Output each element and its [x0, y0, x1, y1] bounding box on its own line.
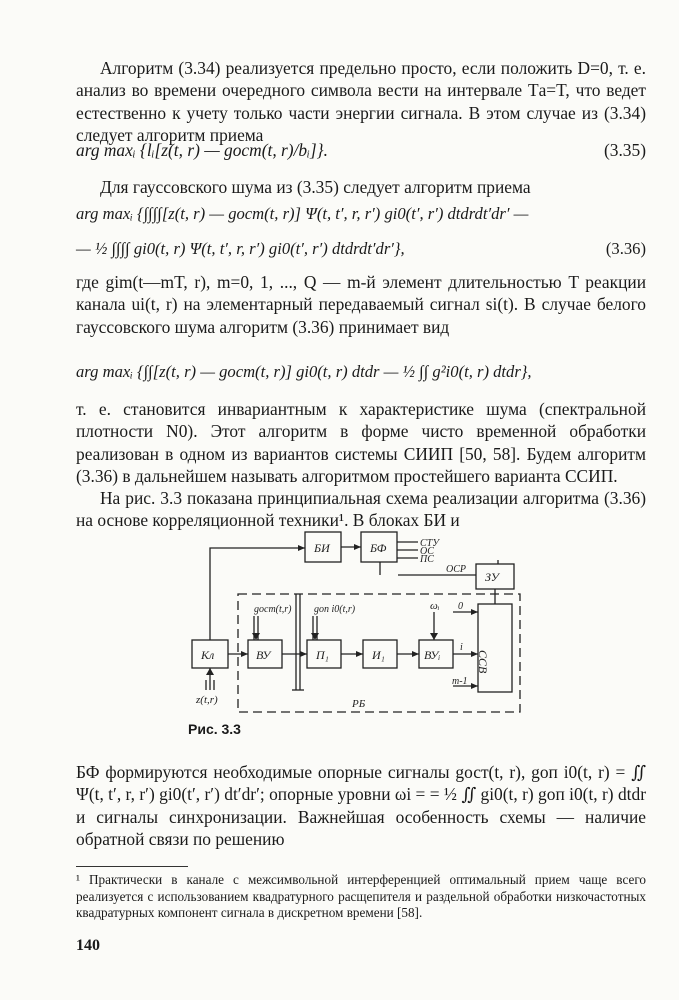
label-rb: РБ	[352, 698, 366, 710]
label-bf: БФ	[370, 541, 387, 555]
equation-3-35-body: arg maxᵢ {lᵢ[z(t, r) — gост(t, r)/bᵢ]}.	[76, 140, 328, 160]
label-p1: П₁	[316, 648, 329, 662]
paragraph-2-text: Для гауссовского шума из (3.35) следует алгоритм приема	[100, 177, 531, 197]
page-number: 140	[76, 937, 100, 954]
label-vu: ВУ	[256, 648, 271, 662]
paragraph-6-text: БФ формируются необходимые опорные сигналы gост(t, r), gоп i0(t, r) = ∬ Ψ(t, t′, r, r′) gi0(t′, r′) dt′dr′; опорные уровни ωi = = ½ ∬ gi0(t, r) gоп i0(t, r) dtdr и сигналы синхронизации. Важнейшая особенность схемы — наличие обратной связи по решению	[76, 762, 646, 849]
equation-white-noise-body: arg maxᵢ {∫∫[z(t, r) — gост(t, r)] gi0(t, r) dtdr — ½ ∫∫ g²i0(t, r) dtdr},	[76, 362, 532, 381]
footnote: ¹ Практически в канале с межсимвольной интерференцией оптимальный прием чаще всего реализуется с использованием квадратурного расщепителя и раздельной обработки низкочастотных квадратурных компонент сигнала в дискретном времени [58].	[76, 872, 646, 920]
figure-caption: Рис. 3.3	[188, 721, 241, 737]
label-omega: ωᵢ	[430, 600, 440, 612]
label-g-opn: gоп i0(t,r)	[314, 604, 356, 615]
label-stu: СТУ	[420, 538, 439, 549]
equation-3-36-line-1-body: arg maxᵢ {∫∫∫∫[z(t, r) — gост(t, r)] Ψ(t, t′, r, r′) gi0(t′, r′) dtdrdt′dr′ —	[76, 204, 529, 223]
footnote-rule	[76, 866, 188, 867]
equation-3-36-line-2-body: — ½ ∫∫∫∫ gi0(t, r) Ψ(t, t′, r, r′) gi0(t′, r′) dtdrdt′dr′},	[76, 239, 405, 258]
equation-3-35-number: (3.35)	[603, 140, 646, 160]
label-z-input: z(t,r)	[196, 694, 218, 706]
label-bi: БИ	[314, 541, 330, 555]
paragraph-1-text: Алгоритм (3.34) реализуется предельно просто, если положить D=0, т. е. анализ во времени очередного символа вести на интервале Tа=T, что ведет естественно к учету только части энергии сигнала. В этом случае из (3.34) следует алгоритм приема	[76, 58, 646, 145]
paragraph-5-text: На рис. 3.3 показана принципиальная схема реализации алгоритма (3.36) на основе корреляционной техники¹. В блоках БИ и	[76, 488, 646, 531]
label-i1: И₁	[372, 648, 385, 662]
paragraph-4-text: т. е. становится инвариантным к характеристике шума (спектральной плотности N0). Этот алгоритм в форме чисто временной обработки реализован в одном из вариантов системы СИИП [50, 58]. Будем алгоритм (3.36) в дальнейшем называть алгоритмом простейшего варианта ССИП.	[76, 399, 646, 486]
label-osr: ОСР	[446, 564, 466, 575]
label-kl: Кл	[201, 648, 215, 662]
block-ssv	[478, 604, 512, 692]
label-m1: m-1	[452, 676, 468, 687]
label-ssv: ССВ	[476, 650, 490, 674]
label-zu: ЗУ	[485, 570, 499, 584]
label-g-ost: gост(t,r)	[254, 604, 292, 615]
label-vui: ВУᵢ	[424, 648, 441, 662]
paragraph-6	[76, 761, 646, 850]
label-ps: ПС	[420, 554, 434, 565]
label-zero: 0	[458, 601, 463, 612]
paragraph-3-text: где gim(t—mT, r), m=0, 1, ..., Q — m-й элемент длительностью T реакции канала ui(t, r) на элементарный передаваемый сигнал si(t). В случае белого гауссовского шума алгоритм (3.36) принимает вид	[76, 272, 646, 337]
label-i: i	[460, 642, 463, 653]
label-os: ОС	[420, 546, 434, 557]
equation-3-36-number: (3.36)	[605, 239, 646, 258]
